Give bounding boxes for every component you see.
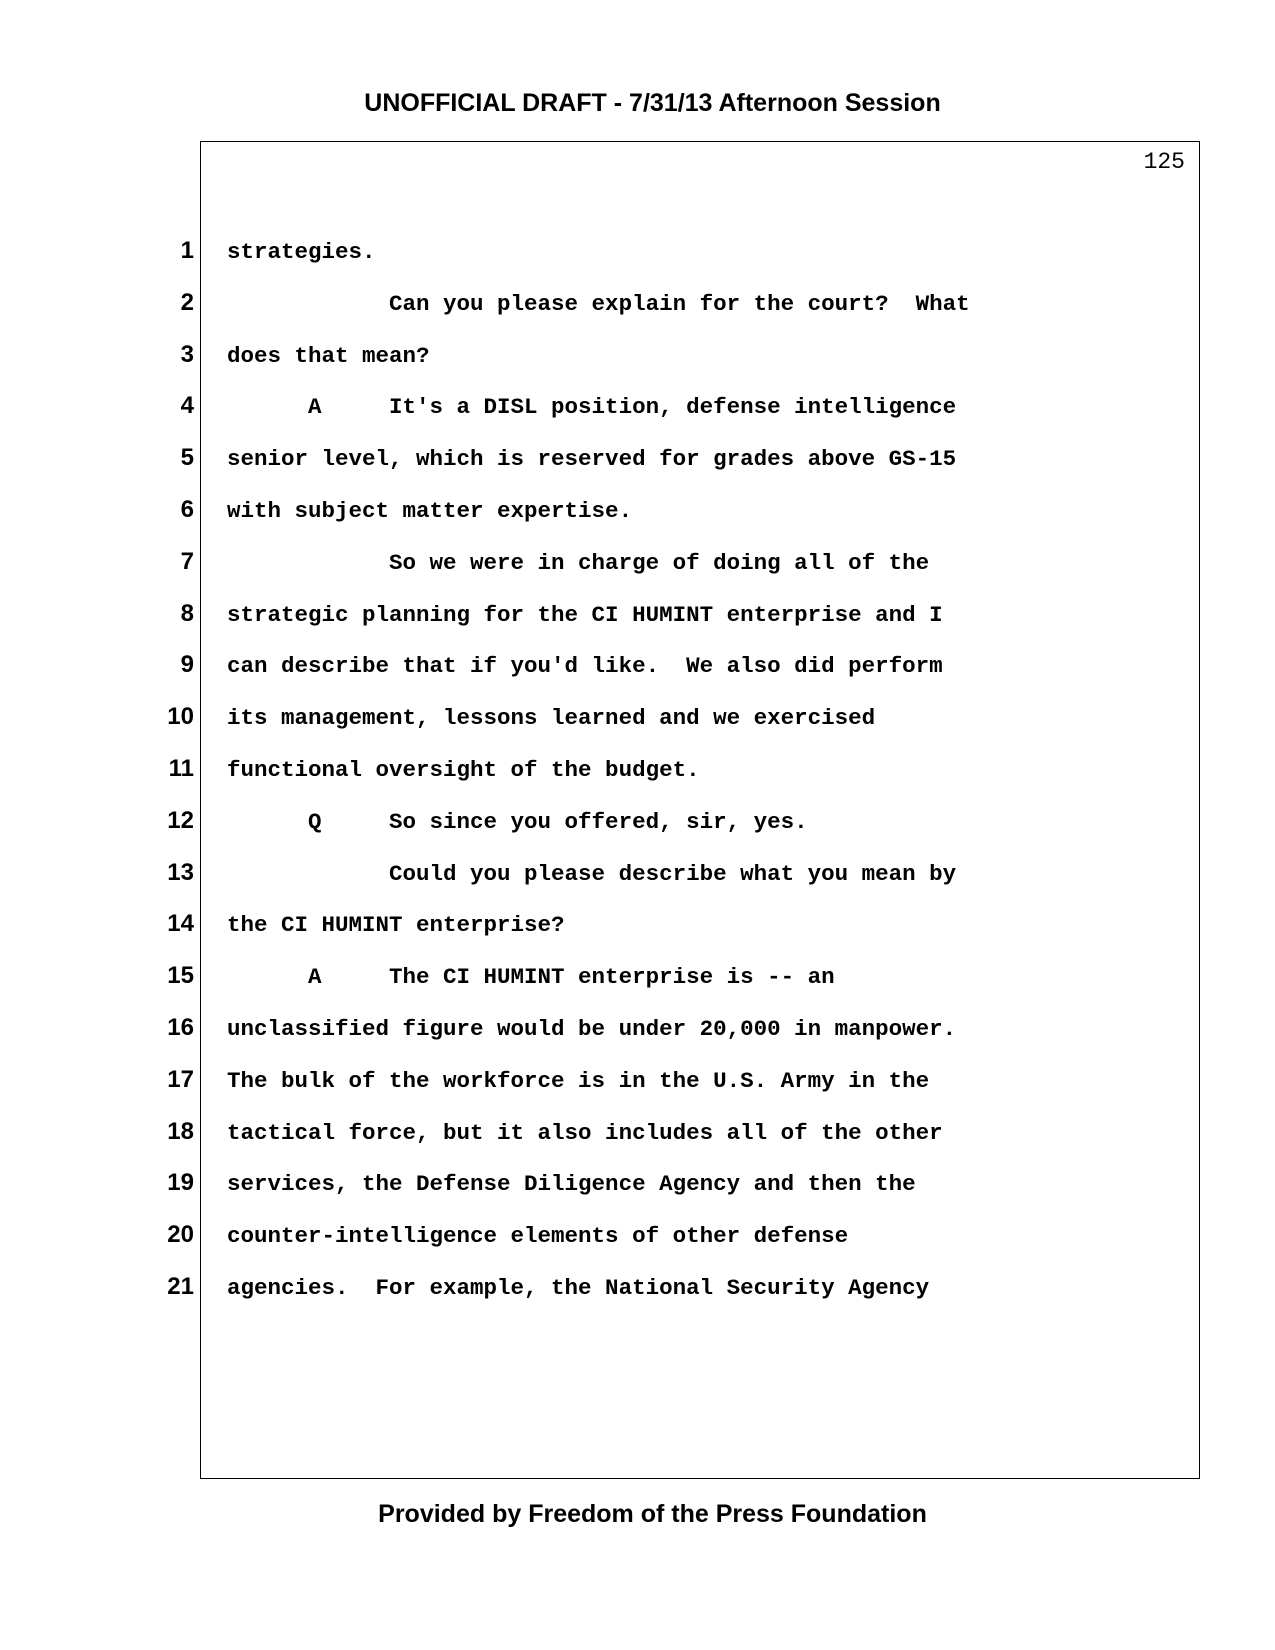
transcript-line [140,537,1140,589]
transcript-line [140,692,1140,744]
line-number: 10 [167,703,194,731]
transcript-line [140,848,1140,900]
line-number: 6 [180,495,194,523]
line-number: 9 [180,651,194,679]
line-text: Could you please describe what you mean by [227,860,957,887]
line-text: unclassified figure would be under 20,000 in manpower. [227,1015,957,1042]
transcript-line [140,589,1140,641]
document-footer: Provided by Freedom of the Press Foundation [378,1500,927,1528]
line-text: So we were in charge of doing all of the [227,549,930,576]
line-number: 15 [167,962,194,990]
transcript-line [140,1262,1140,1314]
transcript-line [140,951,1140,1003]
line-number: 3 [180,340,194,368]
line-text: the CI HUMINT enterprise? [227,912,565,939]
line-number: 1 [180,237,194,264]
line-text: functional oversight of the budget. [227,756,700,783]
line-text: tactical force, but it also includes all of the other [227,1119,943,1146]
line-text: Q So since you offered, sir, yes. [227,808,808,835]
line-text: strategies. [227,239,376,265]
line-number: 12 [167,806,194,834]
line-number: 14 [167,910,194,938]
page-number: 125 [1143,149,1185,175]
line-text: A The CI HUMINT enterprise is -- an [227,964,835,991]
transcript-line [140,433,1140,485]
line-text: Can you please explain for the court? What [227,290,970,317]
transcript-line [140,1210,1140,1262]
line-number: 5 [180,444,194,472]
line-number: 8 [180,599,194,627]
transcript-line [140,1055,1140,1107]
line-text: can describe that if you'd like. We also did perform [227,653,943,680]
transcript-line [140,226,1140,278]
transcript-line [140,278,1140,330]
line-number: 17 [167,1065,194,1093]
document-header: UNOFFICIAL DRAFT - 7/31/13 Afternoon Session [364,89,941,117]
line-text: The bulk of the workforce is in the U.S. Army in the [227,1067,930,1094]
line-text: A It's a DISL position, defense intelligence [227,394,957,421]
line-text: counter-intelligence elements of other defense [227,1223,849,1250]
line-text: services, the Defense Diligence Agency and then the [227,1171,916,1198]
transcript-line [140,485,1140,537]
line-number: 16 [167,1013,194,1041]
transcript-line [140,1158,1140,1210]
line-number: 21 [167,1272,194,1300]
line-number: 2 [180,288,194,316]
line-text: with subject matter expertise. [227,497,633,524]
line-text: its management, lessons learned and we exercised [227,705,876,732]
line-number: 20 [167,1221,194,1249]
line-text: agencies. For example, the National Security Agency [227,1274,930,1301]
transcript-line [140,640,1140,692]
transcript-line [140,381,1140,433]
line-text: senior level, which is reserved for grades above GS-15 [227,446,957,473]
line-number: 7 [180,547,194,575]
line-text: strategic planning for the CI HUMINT enterprise and I [227,601,943,628]
line-number: 11 [168,754,194,782]
line-number: 18 [167,1117,194,1145]
line-number: 19 [167,1169,194,1197]
transcript-line [140,899,1140,951]
line-text: does that mean? [227,342,430,369]
line-number: 13 [167,858,194,886]
transcript-line [140,1107,1140,1159]
transcript-line [140,796,1140,848]
line-number: 4 [180,392,194,420]
transcript-line [140,1003,1140,1055]
transcript-line [140,330,1140,382]
transcript-lines [140,226,1140,1314]
transcript-line [140,744,1140,796]
